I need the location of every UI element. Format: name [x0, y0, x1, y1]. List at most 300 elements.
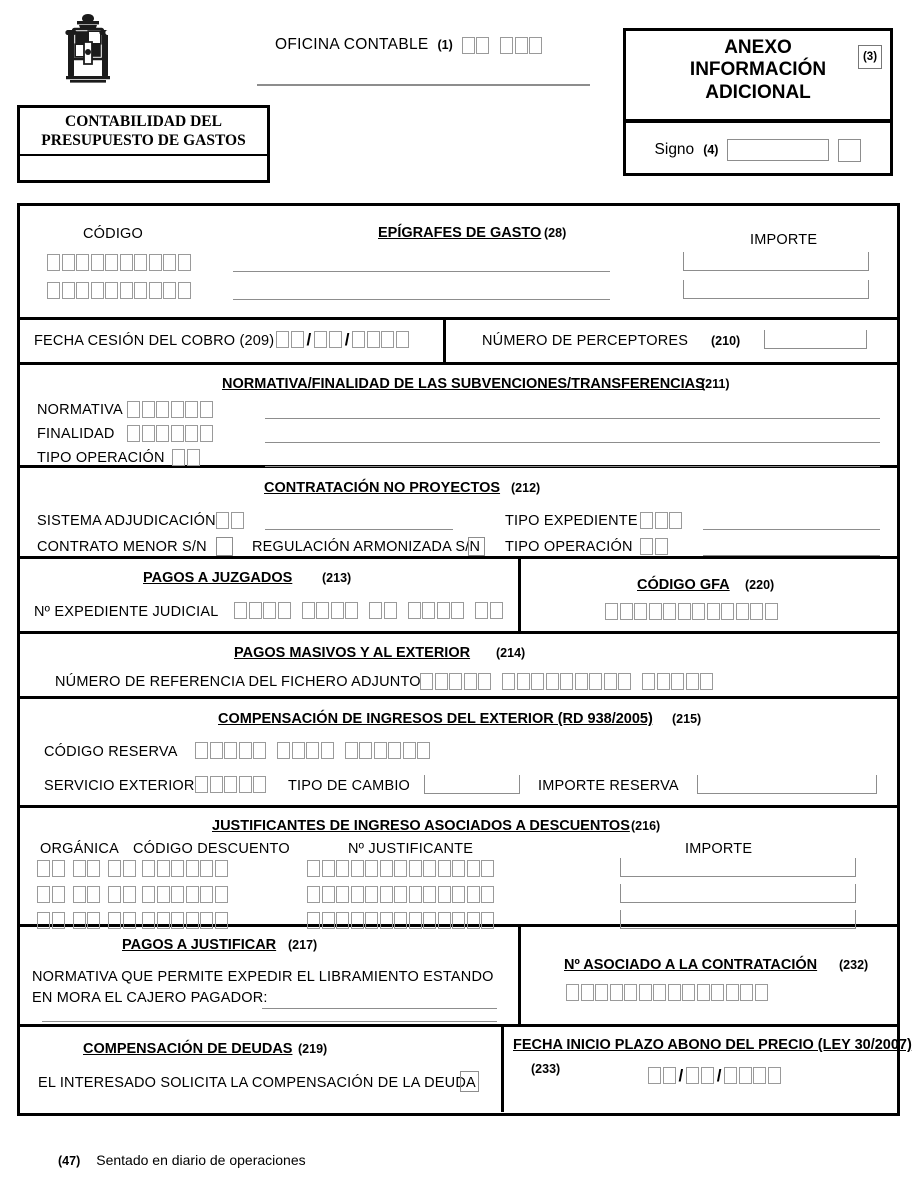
char-box[interactable] [529, 37, 542, 54]
char-box-group[interactable] [307, 886, 494, 903]
epigrafes-description-line-2[interactable] [233, 298, 610, 300]
char-box[interactable] [277, 742, 290, 759]
char-box[interactable] [171, 425, 184, 442]
importe-reserva-input[interactable] [697, 775, 877, 794]
char-box[interactable] [403, 742, 416, 759]
char-box[interactable] [668, 984, 681, 1001]
epigrafes-codigo-boxes-row1[interactable] [47, 254, 191, 271]
char-box[interactable] [123, 860, 136, 877]
epigrafes-description-line-1[interactable] [233, 270, 610, 272]
char-box[interactable] [605, 603, 618, 620]
char-box[interactable] [678, 603, 691, 620]
char-box[interactable] [736, 603, 749, 620]
char-box[interactable] [351, 860, 364, 877]
char-box-group[interactable] [462, 37, 490, 54]
char-box[interactable] [686, 1067, 699, 1084]
char-box[interactable] [682, 984, 695, 1001]
char-box[interactable] [200, 886, 213, 903]
oficina-contable-boxes[interactable] [462, 37, 543, 54]
contratacion-tipo-operacion-line[interactable] [703, 554, 880, 556]
char-box[interactable] [351, 886, 364, 903]
char-box-group[interactable] [502, 673, 631, 690]
char-box[interactable] [149, 254, 162, 271]
footer-text: Sentado en diario de operaciones [96, 1152, 306, 1168]
char-box[interactable] [291, 331, 304, 348]
char-box[interactable] [478, 673, 491, 690]
char-box[interactable] [307, 886, 320, 903]
char-box-group[interactable] [47, 282, 191, 299]
char-box-group[interactable] [408, 602, 465, 619]
pagos-justificar-line-2[interactable] [42, 1020, 497, 1022]
char-box[interactable] [322, 886, 335, 903]
justificantes-organica-boxes[interactable] [37, 886, 136, 903]
char-box[interactable] [249, 602, 262, 619]
char-box-group[interactable] [566, 984, 768, 1001]
justificantes-numero-boxes[interactable] [307, 860, 494, 877]
justificantes-title: JUSTIFICANTES DE INGRESO ASOCIADOS A DESCUENTOS [212, 818, 630, 834]
char-box[interactable] [365, 860, 378, 877]
tipo-cambio-input[interactable] [424, 775, 520, 794]
char-box[interactable] [157, 886, 170, 903]
char-box[interactable] [396, 331, 409, 348]
char-box[interactable] [178, 254, 191, 271]
char-box[interactable] [581, 984, 594, 1001]
char-box[interactable] [52, 860, 65, 877]
char-box[interactable] [185, 425, 198, 442]
char-box[interactable] [163, 254, 176, 271]
char-box[interactable] [560, 673, 573, 690]
char-box[interactable] [120, 282, 133, 299]
char-box-group[interactable] [642, 673, 713, 690]
char-box[interactable] [640, 512, 653, 529]
char-box[interactable] [408, 602, 421, 619]
char-box[interactable] [37, 886, 50, 903]
char-box[interactable] [336, 886, 349, 903]
char-box[interactable] [210, 776, 223, 793]
char-box[interactable] [331, 602, 344, 619]
char-box[interactable] [157, 860, 170, 877]
char-box[interactable] [481, 860, 494, 877]
char-box[interactable] [195, 776, 208, 793]
char-box[interactable] [367, 331, 380, 348]
anexo-line2: INFORMACIÓN [689, 59, 827, 81]
char-box-group[interactable] [648, 1067, 676, 1084]
justificantes-col-justificante: Nº JUSTIFICANTE [348, 841, 474, 857]
char-box[interactable] [73, 886, 86, 903]
char-box[interactable] [216, 512, 229, 529]
char-box[interactable] [105, 254, 118, 271]
char-box[interactable] [76, 254, 89, 271]
char-box[interactable] [380, 860, 393, 877]
gfa-boxes[interactable] [605, 603, 778, 620]
servicio-exterior-boxes[interactable] [195, 776, 266, 793]
char-box[interactable] [292, 742, 305, 759]
justificantes-codigo-descuento-boxes[interactable] [142, 860, 228, 877]
char-box[interactable] [648, 1067, 661, 1084]
char-box[interactable] [700, 673, 713, 690]
normativa-row-boxes-1[interactable] [127, 425, 213, 442]
contabilidad-line1: CONTABILIDAD DEL [65, 113, 222, 130]
char-box[interactable] [452, 860, 465, 877]
char-box[interactable] [134, 254, 147, 271]
char-box[interactable] [200, 401, 213, 418]
char-box[interactable] [467, 860, 480, 877]
char-box[interactable] [163, 282, 176, 299]
char-box[interactable] [380, 886, 393, 903]
char-box[interactable] [239, 776, 252, 793]
normativa-row-boxes-2[interactable] [172, 449, 200, 466]
contratacion-ref: (212) [511, 481, 541, 495]
char-box[interactable] [224, 776, 237, 793]
char-box-group[interactable] [420, 673, 491, 690]
char-box[interactable] [423, 886, 436, 903]
char-box[interactable] [47, 254, 60, 271]
char-box-group[interactable] [500, 37, 542, 54]
char-box[interactable] [105, 282, 118, 299]
char-box-group[interactable] [277, 742, 334, 759]
char-box-group[interactable] [127, 425, 213, 442]
char-box[interactable] [276, 331, 289, 348]
char-box-group[interactable] [37, 886, 65, 903]
char-box[interactable] [73, 860, 86, 877]
char-box[interactable] [195, 742, 208, 759]
char-box[interactable] [142, 860, 155, 877]
justificantes-organica-boxes[interactable] [37, 860, 136, 877]
char-box[interactable] [634, 603, 647, 620]
char-box[interactable] [649, 603, 662, 620]
contrato-menor-checkbox[interactable] [216, 537, 233, 556]
justificantes-numero-boxes[interactable] [307, 886, 494, 903]
asociado-contratacion-boxes[interactable] [566, 984, 768, 1001]
char-box[interactable] [663, 603, 676, 620]
char-box-group[interactable] [640, 538, 668, 555]
char-box[interactable] [438, 860, 451, 877]
char-box[interactable] [239, 742, 252, 759]
epigrafes-importe-label: IMPORTE [750, 232, 818, 248]
char-box[interactable] [531, 673, 544, 690]
char-box-group[interactable] [352, 331, 409, 348]
char-box[interactable] [394, 886, 407, 903]
pagos-justificar-text-1: NORMATIVA QUE PERMITE EXPEDIR EL LIBRAMIENTO ESTANDO [32, 969, 494, 985]
char-box[interactable] [91, 282, 104, 299]
char-box-group[interactable] [216, 512, 244, 529]
char-box[interactable] [500, 37, 513, 54]
char-box[interactable] [381, 331, 394, 348]
char-box-group[interactable] [276, 331, 304, 348]
fecha-inicio-date-input[interactable] [648, 1067, 781, 1084]
char-box[interactable] [517, 673, 530, 690]
char-box[interactable] [475, 602, 488, 619]
char-box[interactable] [384, 602, 397, 619]
char-box[interactable] [655, 512, 668, 529]
section-compensacion-ingresos [20, 699, 897, 808]
char-box[interactable] [314, 331, 327, 348]
char-box[interactable] [210, 742, 223, 759]
numero-perceptores-input[interactable] [764, 330, 867, 349]
char-box[interactable] [739, 1067, 752, 1084]
char-box[interactable] [200, 425, 213, 442]
char-box[interactable] [171, 401, 184, 418]
char-box[interactable] [575, 673, 588, 690]
char-box[interactable] [178, 282, 191, 299]
char-box-group[interactable] [172, 449, 200, 466]
epigrafes-codigo-boxes-row2[interactable] [47, 282, 191, 299]
anexo-box [623, 28, 893, 176]
char-box[interactable] [753, 1067, 766, 1084]
char-box[interactable] [755, 984, 768, 1001]
char-box[interactable] [726, 984, 739, 1001]
char-box[interactable] [186, 860, 199, 877]
char-box[interactable] [369, 602, 382, 619]
char-box[interactable] [127, 425, 140, 442]
char-box[interactable] [692, 603, 705, 620]
fecha-cesion-date-input[interactable] [276, 331, 409, 348]
char-box[interactable] [253, 742, 266, 759]
char-box[interactable] [215, 860, 228, 877]
char-box[interactable] [438, 886, 451, 903]
char-box[interactable] [171, 886, 184, 903]
epigrafes-importe-input-2[interactable] [683, 280, 869, 299]
char-box[interactable] [345, 602, 358, 619]
char-box[interactable] [120, 254, 133, 271]
char-box[interactable] [589, 673, 602, 690]
char-box[interactable] [123, 886, 136, 903]
char-box[interactable] [263, 602, 276, 619]
char-box-group[interactable] [302, 602, 359, 619]
char-box[interactable] [462, 37, 475, 54]
char-box-group[interactable] [307, 860, 494, 877]
char-box[interactable] [91, 254, 104, 271]
char-box[interactable] [420, 673, 433, 690]
char-box[interactable] [359, 742, 372, 759]
tipo-expediente-line[interactable] [703, 528, 880, 530]
char-box[interactable] [653, 984, 666, 1001]
section-justificantes [20, 808, 897, 927]
char-box[interactable] [618, 673, 631, 690]
char-box[interactable] [186, 886, 199, 903]
sistema-adjudicacion-boxes[interactable] [216, 512, 244, 529]
char-box-group[interactable] [108, 886, 136, 903]
compensacion-deudas-checkbox[interactable] [460, 1071, 479, 1092]
char-box[interactable] [316, 602, 329, 619]
section-pagos-justificar [20, 927, 897, 1027]
contratacion-tipo-operacion-boxes[interactable] [640, 538, 668, 555]
char-box-group[interactable] [686, 1067, 714, 1084]
normativa-row-line-2[interactable] [265, 465, 880, 467]
normativa-row-label-2: TIPO OPERACIÓN [37, 450, 165, 466]
char-box[interactable] [437, 602, 450, 619]
char-box-group[interactable] [37, 860, 65, 877]
char-box[interactable] [52, 886, 65, 903]
normativa-row-line-0[interactable] [265, 417, 880, 419]
char-box[interactable] [87, 886, 100, 903]
char-box[interactable] [452, 886, 465, 903]
char-box[interactable] [515, 37, 528, 54]
char-box[interactable] [422, 602, 435, 619]
char-box[interactable] [345, 742, 358, 759]
char-box[interactable] [87, 860, 100, 877]
char-box[interactable] [185, 401, 198, 418]
char-box[interactable] [642, 673, 655, 690]
char-box-group[interactable] [369, 602, 397, 619]
char-box[interactable] [490, 602, 503, 619]
justificantes-importe-input[interactable] [620, 858, 856, 877]
char-box[interactable] [108, 860, 121, 877]
referencia-fichero-boxes[interactable] [420, 673, 713, 690]
anexo-ref: (3) [858, 45, 882, 69]
char-box[interactable] [307, 860, 320, 877]
sistema-adjudicacion-line[interactable] [265, 528, 453, 530]
char-box[interactable] [409, 886, 422, 903]
char-box[interactable] [108, 886, 121, 903]
char-box[interactable] [620, 603, 633, 620]
char-box[interactable] [765, 603, 778, 620]
char-box[interactable] [47, 282, 60, 299]
char-box[interactable] [669, 512, 682, 529]
char-box[interactable] [467, 886, 480, 903]
char-box[interactable] [224, 742, 237, 759]
char-box[interactable] [329, 331, 342, 348]
char-box-group[interactable] [142, 860, 228, 877]
signo-checkbox[interactable] [838, 139, 861, 162]
char-box[interactable] [388, 742, 401, 759]
char-box[interactable] [322, 860, 335, 877]
char-box[interactable] [62, 254, 75, 271]
justificantes-col-organica: ORGÁNICA [40, 841, 119, 857]
char-box[interactable] [481, 886, 494, 903]
char-box[interactable] [231, 512, 244, 529]
char-box[interactable] [409, 860, 422, 877]
normativa-row-line-1[interactable] [265, 441, 880, 443]
char-box[interactable] [417, 742, 430, 759]
char-box[interactable] [37, 860, 50, 877]
char-box[interactable] [156, 425, 169, 442]
normativa-title: NORMATIVA/FINALIDAD DE LAS SUBVENCIONES/TRANSFERENCIAS [222, 376, 705, 392]
char-box[interactable] [610, 984, 623, 1001]
form-header [0, 0, 917, 196]
char-box[interactable] [336, 860, 349, 877]
char-box[interactable] [142, 425, 155, 442]
char-box[interactable] [200, 860, 213, 877]
pagos-justificar-line-1[interactable] [262, 1007, 497, 1009]
sistema-adjudicacion-label: SISTEMA ADJUDICACIÓN [37, 513, 216, 529]
char-box[interactable] [394, 860, 407, 877]
char-box[interactable] [502, 673, 515, 690]
char-box[interactable] [721, 603, 734, 620]
char-box[interactable] [142, 401, 155, 418]
char-box[interactable] [595, 984, 608, 1001]
char-box-group[interactable] [73, 860, 101, 877]
epigrafes-importe-input-1[interactable] [683, 252, 869, 271]
char-box[interactable] [423, 860, 436, 877]
codigo-reserva-boxes[interactable] [195, 742, 430, 759]
char-box[interactable] [278, 602, 291, 619]
char-box[interactable] [707, 603, 720, 620]
char-box-group[interactable] [108, 860, 136, 877]
char-box[interactable] [711, 984, 724, 1001]
char-box[interactable] [697, 984, 710, 1001]
char-box-group[interactable] [73, 886, 101, 903]
char-box[interactable] [365, 886, 378, 903]
justificantes-codigo-descuento-boxes[interactable] [142, 886, 228, 903]
char-box[interactable] [215, 886, 228, 903]
char-box[interactable] [724, 1067, 737, 1084]
justificantes-importe-input[interactable] [620, 884, 856, 903]
char-box[interactable] [302, 602, 315, 619]
char-box-group[interactable] [142, 886, 228, 903]
servicio-exterior-label: SERVICIO EXTERIOR [44, 778, 195, 794]
char-box[interactable] [657, 673, 670, 690]
char-box[interactable] [464, 673, 477, 690]
char-box-group[interactable] [475, 602, 503, 619]
char-box[interactable] [451, 602, 464, 619]
char-box[interactable] [639, 984, 652, 1001]
expediente-judicial-boxes[interactable] [234, 602, 503, 619]
char-box-group[interactable] [314, 331, 342, 348]
masivos-ref: (214) [496, 646, 526, 660]
char-box[interactable] [768, 1067, 781, 1084]
char-box[interactable] [172, 449, 185, 466]
char-box[interactable] [234, 602, 247, 619]
char-box[interactable] [476, 37, 489, 54]
char-box-group[interactable] [47, 254, 191, 271]
char-box[interactable] [701, 1067, 714, 1084]
char-box-group[interactable] [127, 401, 213, 418]
signo-input[interactable] [727, 139, 829, 161]
char-box-group[interactable] [605, 603, 778, 620]
char-box[interactable] [253, 776, 266, 793]
compensacion-ingresos-ref: (215) [672, 712, 702, 726]
char-box-group[interactable] [640, 512, 682, 529]
char-box[interactable] [127, 401, 140, 418]
char-box[interactable] [374, 742, 387, 759]
char-box[interactable] [750, 603, 763, 620]
char-box[interactable] [604, 673, 617, 690]
char-box[interactable] [134, 282, 147, 299]
char-box-group[interactable] [345, 742, 431, 759]
char-box[interactable] [171, 860, 184, 877]
char-box[interactable] [156, 401, 169, 418]
char-box-group[interactable] [724, 1067, 781, 1084]
char-box[interactable] [624, 984, 637, 1001]
anexo-title-area [626, 31, 890, 123]
char-box[interactable] [686, 673, 699, 690]
char-box[interactable] [352, 331, 365, 348]
char-box[interactable] [142, 886, 155, 903]
char-box[interactable] [640, 538, 653, 555]
char-box[interactable] [655, 538, 668, 555]
char-box[interactable] [740, 984, 753, 1001]
char-box[interactable] [671, 673, 684, 690]
char-box[interactable] [306, 742, 319, 759]
char-box-group[interactable] [234, 602, 291, 619]
char-box[interactable] [449, 673, 462, 690]
char-box[interactable] [546, 673, 559, 690]
char-box[interactable] [663, 1067, 676, 1084]
char-box[interactable] [76, 282, 89, 299]
normativa-row-boxes-0[interactable] [127, 401, 213, 418]
char-box[interactable] [321, 742, 334, 759]
char-box[interactable] [435, 673, 448, 690]
char-box-group[interactable] [195, 776, 266, 793]
regulacion-armonizada-checkbox[interactable] [468, 537, 485, 556]
char-box[interactable] [62, 282, 75, 299]
tipo-expediente-boxes[interactable] [640, 512, 682, 529]
char-box-group[interactable] [195, 742, 266, 759]
char-box[interactable] [566, 984, 579, 1001]
char-box[interactable] [149, 282, 162, 299]
char-box[interactable] [187, 449, 200, 466]
